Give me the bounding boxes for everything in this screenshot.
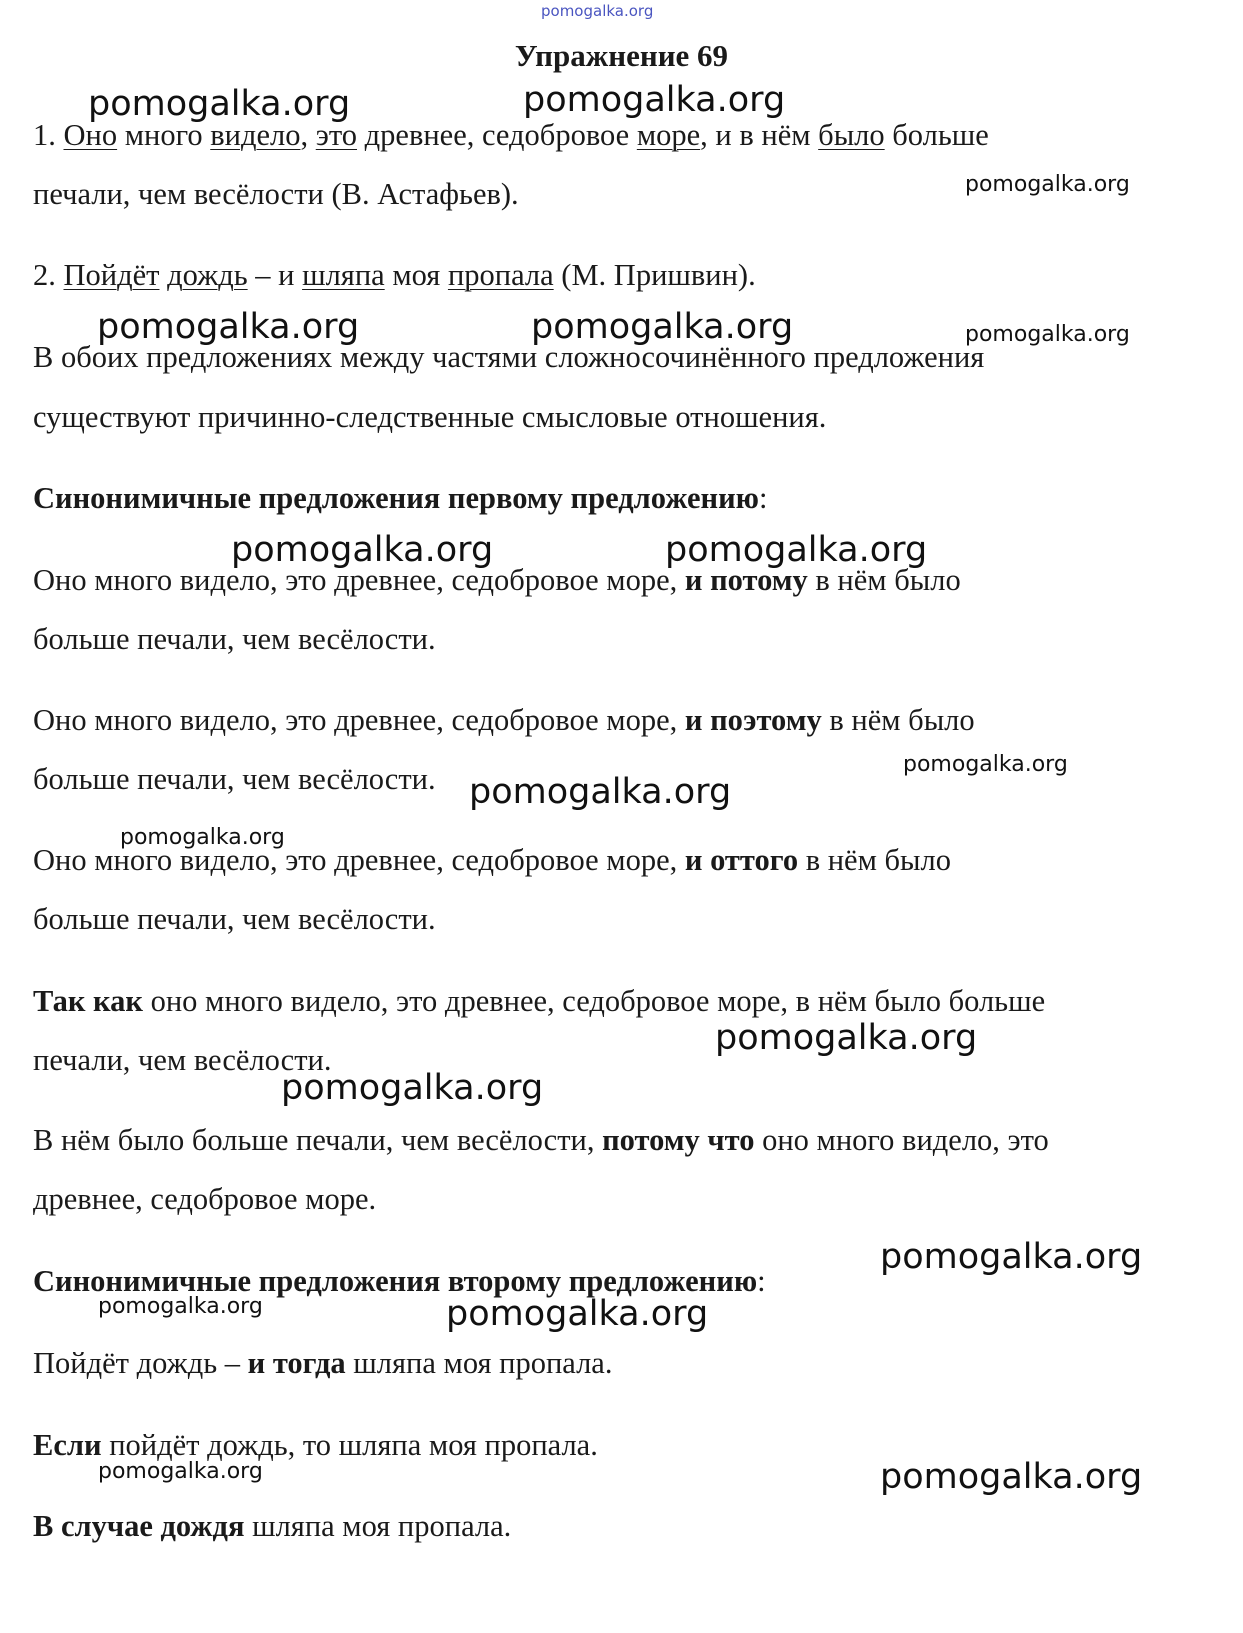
watermark: pomogalka.org bbox=[98, 1459, 263, 1484]
section-2-heading: Синонимичные предложения второму предложению: bbox=[33, 1264, 766, 1298]
site-header: pomogalka.org bbox=[541, 2, 654, 20]
sentence-1-line-1: 1. Оно много видело, это древнее, седобровое море, и в нём было больше bbox=[33, 118, 989, 152]
variant-1-4-line-2: печали, чем весёлости. bbox=[33, 1043, 332, 1077]
variant-1-5-line-2: древнее, седобровое море. bbox=[33, 1182, 377, 1216]
watermark: pomogalka.org bbox=[880, 1457, 1143, 1497]
watermark: pomogalka.org bbox=[98, 1294, 263, 1319]
watermark: pomogalka.org bbox=[97, 307, 360, 347]
page-title: Упражнение 69 bbox=[514, 38, 729, 73]
watermark: pomogalka.org bbox=[523, 80, 786, 120]
variant-1-3-line-1: Оно много видело, это древнее, седобровое море, и оттого в нём было bbox=[33, 843, 951, 877]
variant-1-2-line-1: Оно много видело, это древнее, седобровое море, и поэтому в нём было bbox=[33, 703, 975, 737]
variant-2-2: Если пойдёт дождь, то шляпа моя пропала. bbox=[33, 1428, 598, 1462]
explanation-line-2: существуют причинно-следственные смысловые отношения. bbox=[33, 400, 827, 434]
explanation-line-1: В обоих предложениях между частями сложносочинённого предложения bbox=[33, 340, 985, 374]
watermark: pomogalka.org bbox=[469, 772, 732, 812]
watermark: pomogalka.org bbox=[120, 825, 285, 850]
watermark: pomogalka.org bbox=[281, 1068, 544, 1108]
watermark: pomogalka.org bbox=[88, 84, 351, 124]
variant-2-1: Пойдёт дождь – и тогда шляпа моя пропала. bbox=[33, 1346, 613, 1380]
watermark: pomogalka.org bbox=[715, 1018, 978, 1058]
watermark: pomogalka.org bbox=[965, 322, 1130, 347]
watermark: pomogalka.org bbox=[665, 530, 928, 570]
watermark: pomogalka.org bbox=[446, 1294, 709, 1334]
variant-1-3-line-2: больше печали, чем весёлости. bbox=[33, 902, 436, 936]
watermark: pomogalka.org bbox=[231, 530, 494, 570]
variant-1-1-line-1: Оно много видело, это древнее, седобровое море, и потому в нём было bbox=[33, 563, 961, 597]
variant-1-5-line-1: В нём было больше печали, чем весёлости, потому что оно много видело, это bbox=[33, 1123, 1049, 1157]
sentence-2: 2. Пойдёт дождь – и шляпа моя пропала (М. Пришвин). bbox=[33, 258, 756, 292]
watermark: pomogalka.org bbox=[531, 307, 794, 347]
sentence-1-line-2: печали, чем весёлости (В. Астафьев). bbox=[33, 177, 519, 211]
section-1-heading: Синонимичные предложения первому предложению: bbox=[33, 481, 768, 515]
variant-2-3: В случае дождя шляпа моя пропала. bbox=[33, 1509, 512, 1543]
watermark: pomogalka.org bbox=[903, 752, 1068, 777]
variant-1-2-line-2: больше печали, чем весёлости. bbox=[33, 762, 436, 796]
variant-1-1-line-2: больше печали, чем весёлости. bbox=[33, 622, 436, 656]
variant-1-4-line-1: Так как оно много видело, это древнее, седобровое море, в нём было больше bbox=[33, 984, 1046, 1018]
watermark: pomogalka.org bbox=[880, 1237, 1143, 1277]
watermark: pomogalka.org bbox=[965, 172, 1130, 197]
